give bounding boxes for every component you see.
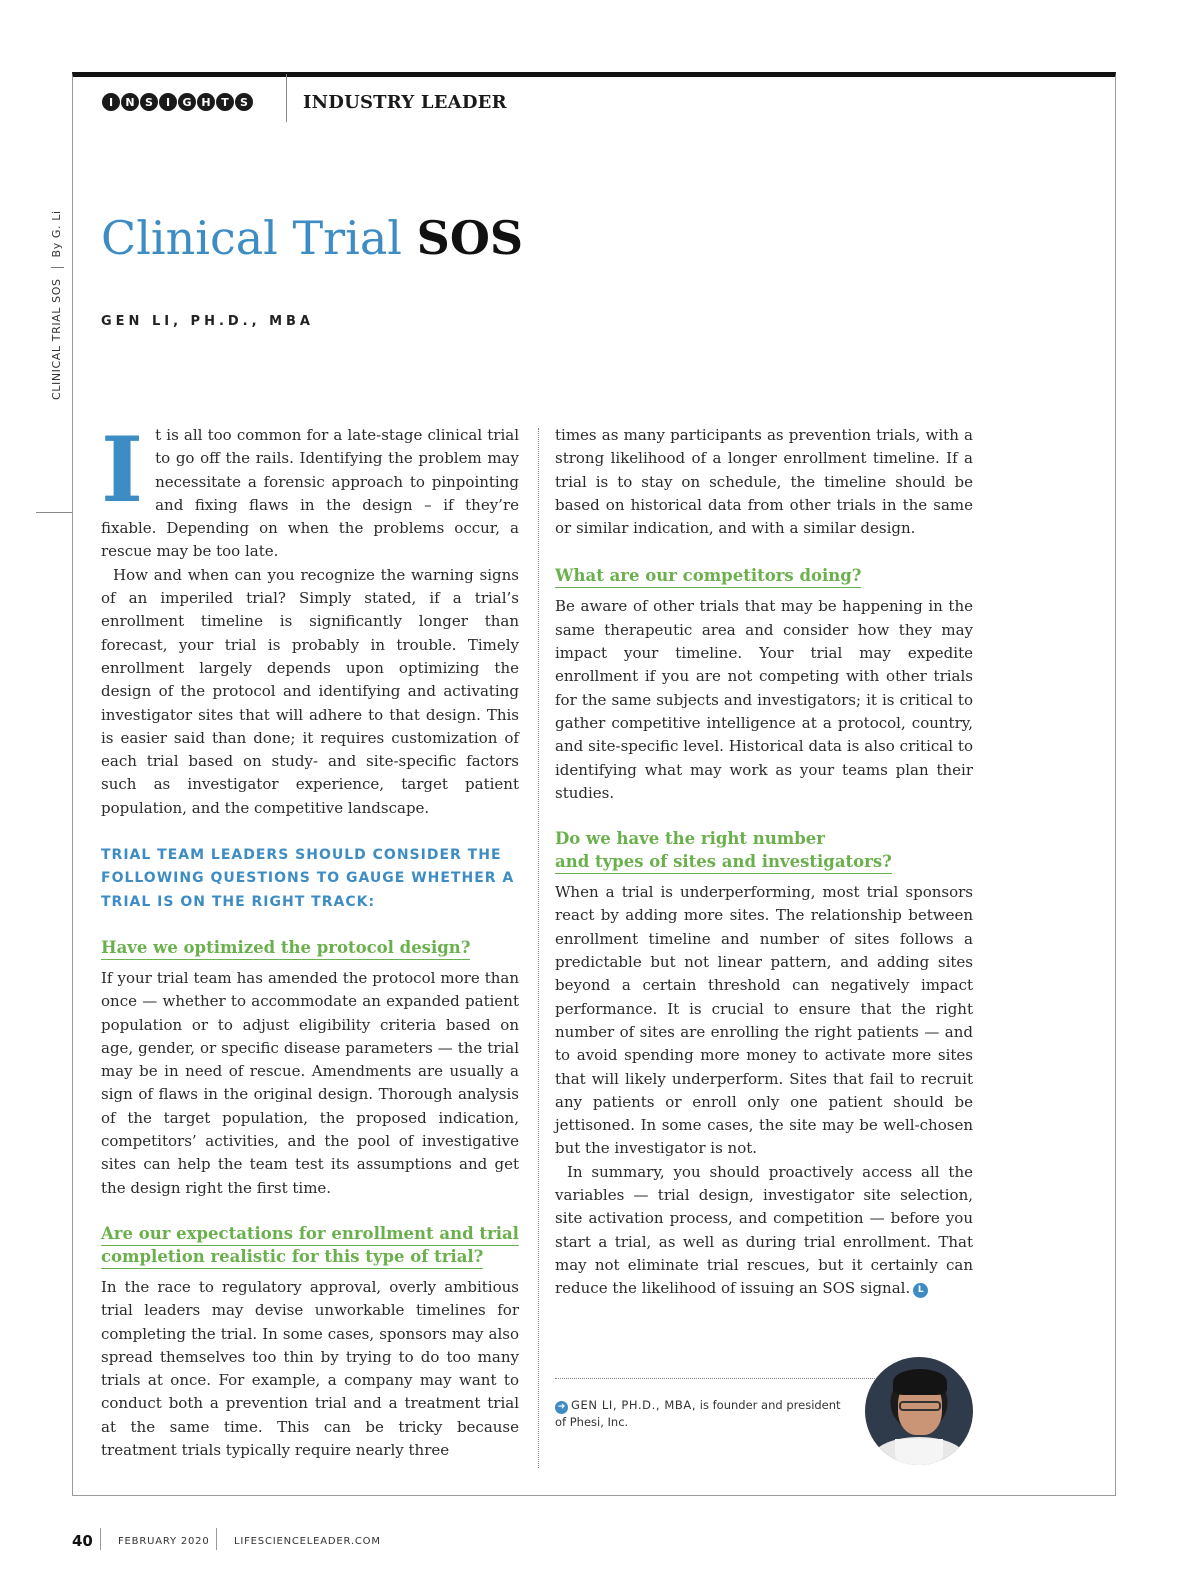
- footer-divider: [100, 1528, 101, 1550]
- subhead-text: and types of sites and investigators?: [555, 852, 892, 874]
- insights-logo: [102, 93, 253, 111]
- footer-site: LIFESCIENCELEADER.COM: [234, 1536, 381, 1547]
- insights-letter: H: [197, 93, 215, 111]
- subhead-text: What are our competitors doing?: [555, 566, 861, 588]
- side-divider: [36, 512, 72, 513]
- author-photo: [865, 1357, 973, 1465]
- column-divider: [538, 428, 539, 1468]
- paragraph: How and when can you recognize the warning signs of an imperiled trial? Simply stated, if a trial’s enrollment timeline is significantly longer than forecast, your trial is probably in trouble. Timely enrollment largely depends upon optimizing the design of the protocol and identifying and activating investigator sites that will adhere to that design. This is easier said than done; it requires customization of each trial based on study- and site-specific factors such as investigator experience, target patient population, and the competitive landscape.: [101, 565, 519, 817]
- paragraph: [101, 417, 519, 564]
- insights-letter: S: [140, 93, 158, 111]
- insights-letter: S: [235, 93, 253, 111]
- column-left: [101, 417, 519, 1462]
- page-number: 40: [72, 1532, 93, 1550]
- header-divider: [286, 74, 287, 122]
- drop-cap: I: [101, 417, 144, 523]
- side-running-title: CLINICAL TRIAL SOS: [50, 278, 63, 400]
- end-mark-icon: L: [913, 1283, 928, 1298]
- subhead-text: Are our expectations for enrollment and trial completion realistic for this type of trial?: [101, 1224, 519, 1269]
- subhead-text: Have we optimized the protocol design?: [101, 938, 470, 960]
- paragraph-text: t is all too common for a late-stage clinical trial to go off the rails. Identifying the problem may necessitate a forensic approach to pinpointing and fixing flaws in the design – if they’re fixable. Depending on when the problems occur, a rescue may be too late.: [101, 426, 519, 561]
- arrow-icon: ➜: [555, 1401, 568, 1414]
- paragraph: In the race to regulatory approval, overly ambitious trial leaders may devise unworkable timelines for completing the trial. In some cases, sponsors may also spread themselves too thin by trying to do too many trials at once. For example, a company may want to conduct both a prevention trial and a treatment trial at the same time. This can be tricky because treatment trials typically require nearly three: [101, 1277, 519, 1459]
- side-running-divider: [51, 267, 64, 268]
- insights-letter: G: [178, 93, 196, 111]
- side-running-head: [50, 210, 64, 400]
- paragraph: If your trial team has amended the protocol more than once — whether to accommodate an expanded patient population or to adjust eligibility criteria based on age, gender, or specific disease parameters — the trial may be in need of rescue. Amendments are usually a sign of flaws in the original design. Thorough analysis of the target population, the proposed indication, competitors’ activities, and the pool of investigative sites can help the team test its assumptions and get the design right the first time.: [101, 968, 519, 1197]
- author-bio: [555, 1397, 845, 1431]
- article-title: [101, 208, 523, 268]
- paragraph: When a trial is underperforming, most trial sponsors react by adding more sites. The relationship between enrollment timeline and number of sites follows a predictable but not linear pattern, and adding sites beyond a certain threshold can negatively impact performance. It is crucial to ensure that the right number of sites are enrolling the right patients — and to avoid spending more money to activate more sites that will likely underperform. Sites that fail to recruit any patients or enroll only one patient should be jettisoned. In some cases, the site may be well-chosen but the investigator is not.: [555, 883, 973, 1158]
- insights-letter: T: [216, 93, 234, 111]
- footer-divider: [216, 1528, 217, 1550]
- column-right: [555, 424, 973, 1301]
- insights-letter: I: [102, 93, 120, 111]
- subhead: [555, 564, 973, 587]
- bio-name: GEN LI, PH.D., MBA,: [571, 1398, 697, 1412]
- byline: GEN LI, PH.D., MBA: [101, 314, 314, 329]
- paragraph: [555, 1161, 973, 1301]
- title-light: Clinical Trial: [101, 211, 402, 265]
- bio-divider: [555, 1378, 875, 1379]
- insights-letter: I: [159, 93, 177, 111]
- section-label: INDUSTRY LEADER: [303, 92, 507, 113]
- bio-text: is founder and president of Phesi, Inc.: [555, 1398, 841, 1429]
- insights-letter: N: [121, 93, 139, 111]
- subhead: [101, 1222, 519, 1268]
- photo-collar: [895, 1439, 943, 1465]
- paragraph: Be aware of other trials that may be happening in the same therapeutic area and consider how they may impact your timeline. Your trial may expedite enrollment if you are not competing with other trials for the same subjects and investigators; it is critical to gather competitive intelligence at a protocol, country, and site-specific level. Historical data is also critical to identifying what may work as your teams plan their studies.: [555, 597, 973, 802]
- subhead: [101, 936, 519, 959]
- paragraph: times as many participants as prevention trials, with a strong likelihood of a longer enrollment timeline. If a trial is to stay on schedule, the timeline should be based on historical data from other trials in the same or similar indication, and with a similar design.: [555, 426, 973, 538]
- photo-glasses: [899, 1401, 941, 1411]
- callout-text: TRIAL TEAM LEADERS SHOULD CONSIDER THE FOLLOWING QUESTIONS TO GAUGE WHETHER A TRIAL IS ON THE RIGHT TRACK:: [101, 847, 515, 910]
- photo-hair: [893, 1369, 947, 1395]
- subhead-text: Do we have the right number: [555, 829, 825, 849]
- paragraph-text: In summary, you should proactively access all the variables — trial design, investigator site selection, site activation process, and competition — before you start a trial, as well as during trial enrollment. That may not eliminate trial rescues, but it certainly can reduce the likelihood of issuing an SOS signal.: [555, 1162, 973, 1298]
- title-bold: SOS: [416, 211, 524, 265]
- side-running-author: By G. Li: [50, 210, 63, 258]
- footer-date: FEBRUARY 2020: [118, 1536, 210, 1547]
- subhead: [555, 827, 973, 873]
